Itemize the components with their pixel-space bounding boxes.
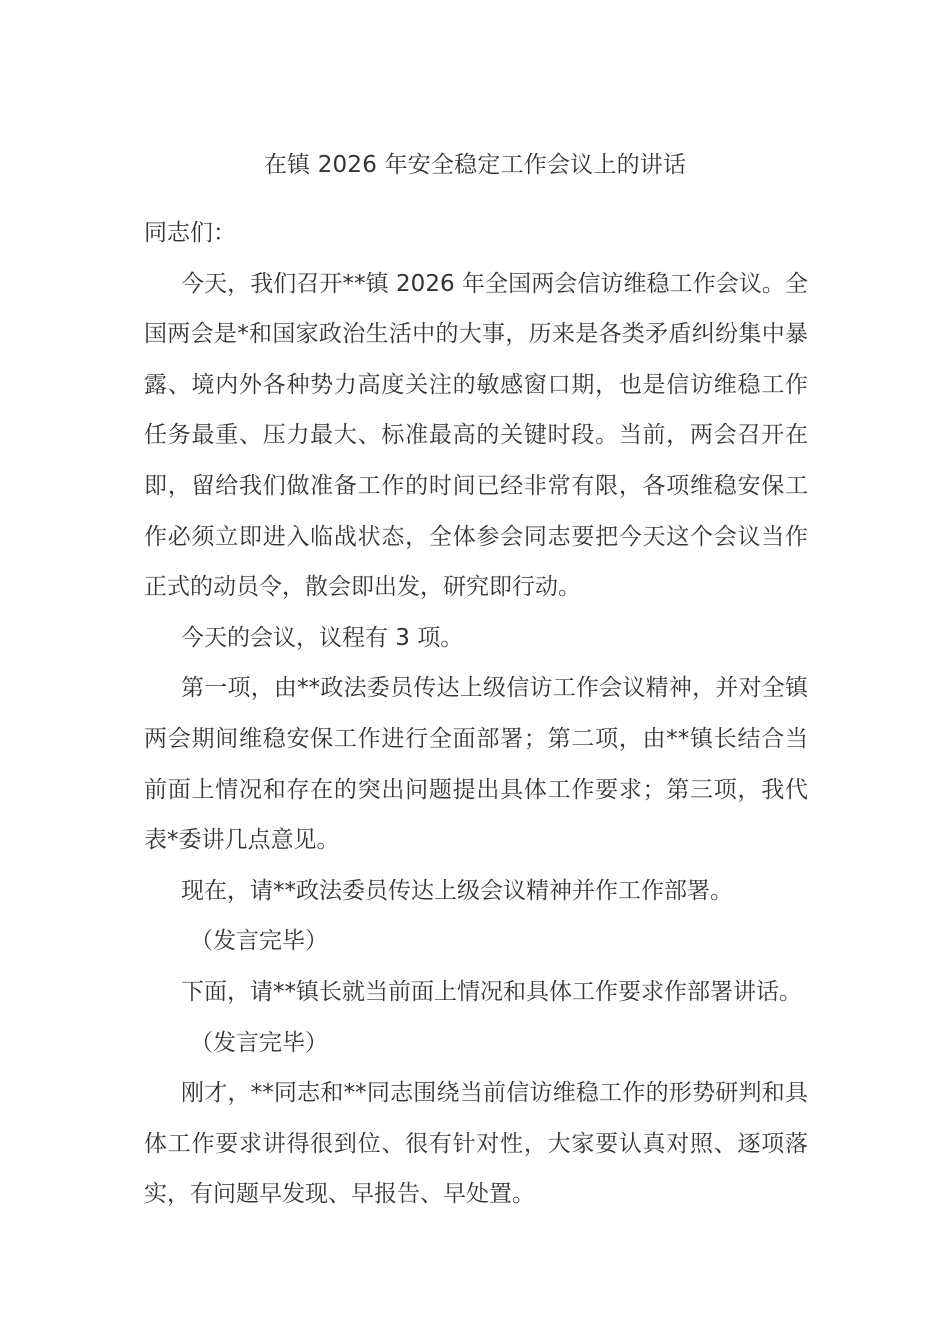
paragraph-speech-ended-2: （发言完毕）: [190, 1029, 328, 1056]
document-title: 在镇 2026 年安全稳定工作会议上的讲话: [263, 152, 687, 178]
paragraph-first-speaker: 现在，请**政法委员传达上级会议精神并作工作部署。: [181, 877, 733, 904]
paragraph-summary: 刚才，**同志和**同志围绕当前信访维稳工作的形势研判和具体工作要求讲得很到位、很有针对性，大家要认真对照、逐项落实，有问题早发现、早报告、早处置。: [144, 1080, 808, 1208]
paragraph-opening: 今天，我们召开**镇 2026 年全国两会信访维稳工作会议。全国两会是*和国家政治生活中的大事，历来是各类矛盾纠纷集中暴露、境内外各种势力高度关注的敏感窗口期，也是信访维稳工作任务最重、压力最大、标准最高的关键时段。当前，两会召开在即，留给我们做准备工作的时间已经非常有限，各项维稳安保工作必须立即进入临战状态，全体参会同志要把今天这个会议当作正式的动员令，散会即出发，研究即行动。: [144, 270, 808, 601]
paragraph-agenda-items: 第一项，由**政法委员传达上级信访工作会议精神，并对全镇两会期间维稳安保工作进行全面部署；第二项，由**镇长结合当前面上情况和存在的突出问题提出具体工作要求；第三项，我代表*委讲几点意见。: [144, 675, 808, 854]
paragraph-second-speaker: 下面，请**镇长就当前面上情况和具体工作要求作部署讲话。: [181, 978, 802, 1005]
document-body: [144, 208, 808, 1220]
paragraph-speech-ended-1: （发言完毕）: [190, 928, 328, 955]
paragraph-agenda: 今天的会议，议程有 3 项。: [181, 624, 464, 651]
salutation: 同志们：: [144, 220, 236, 246]
